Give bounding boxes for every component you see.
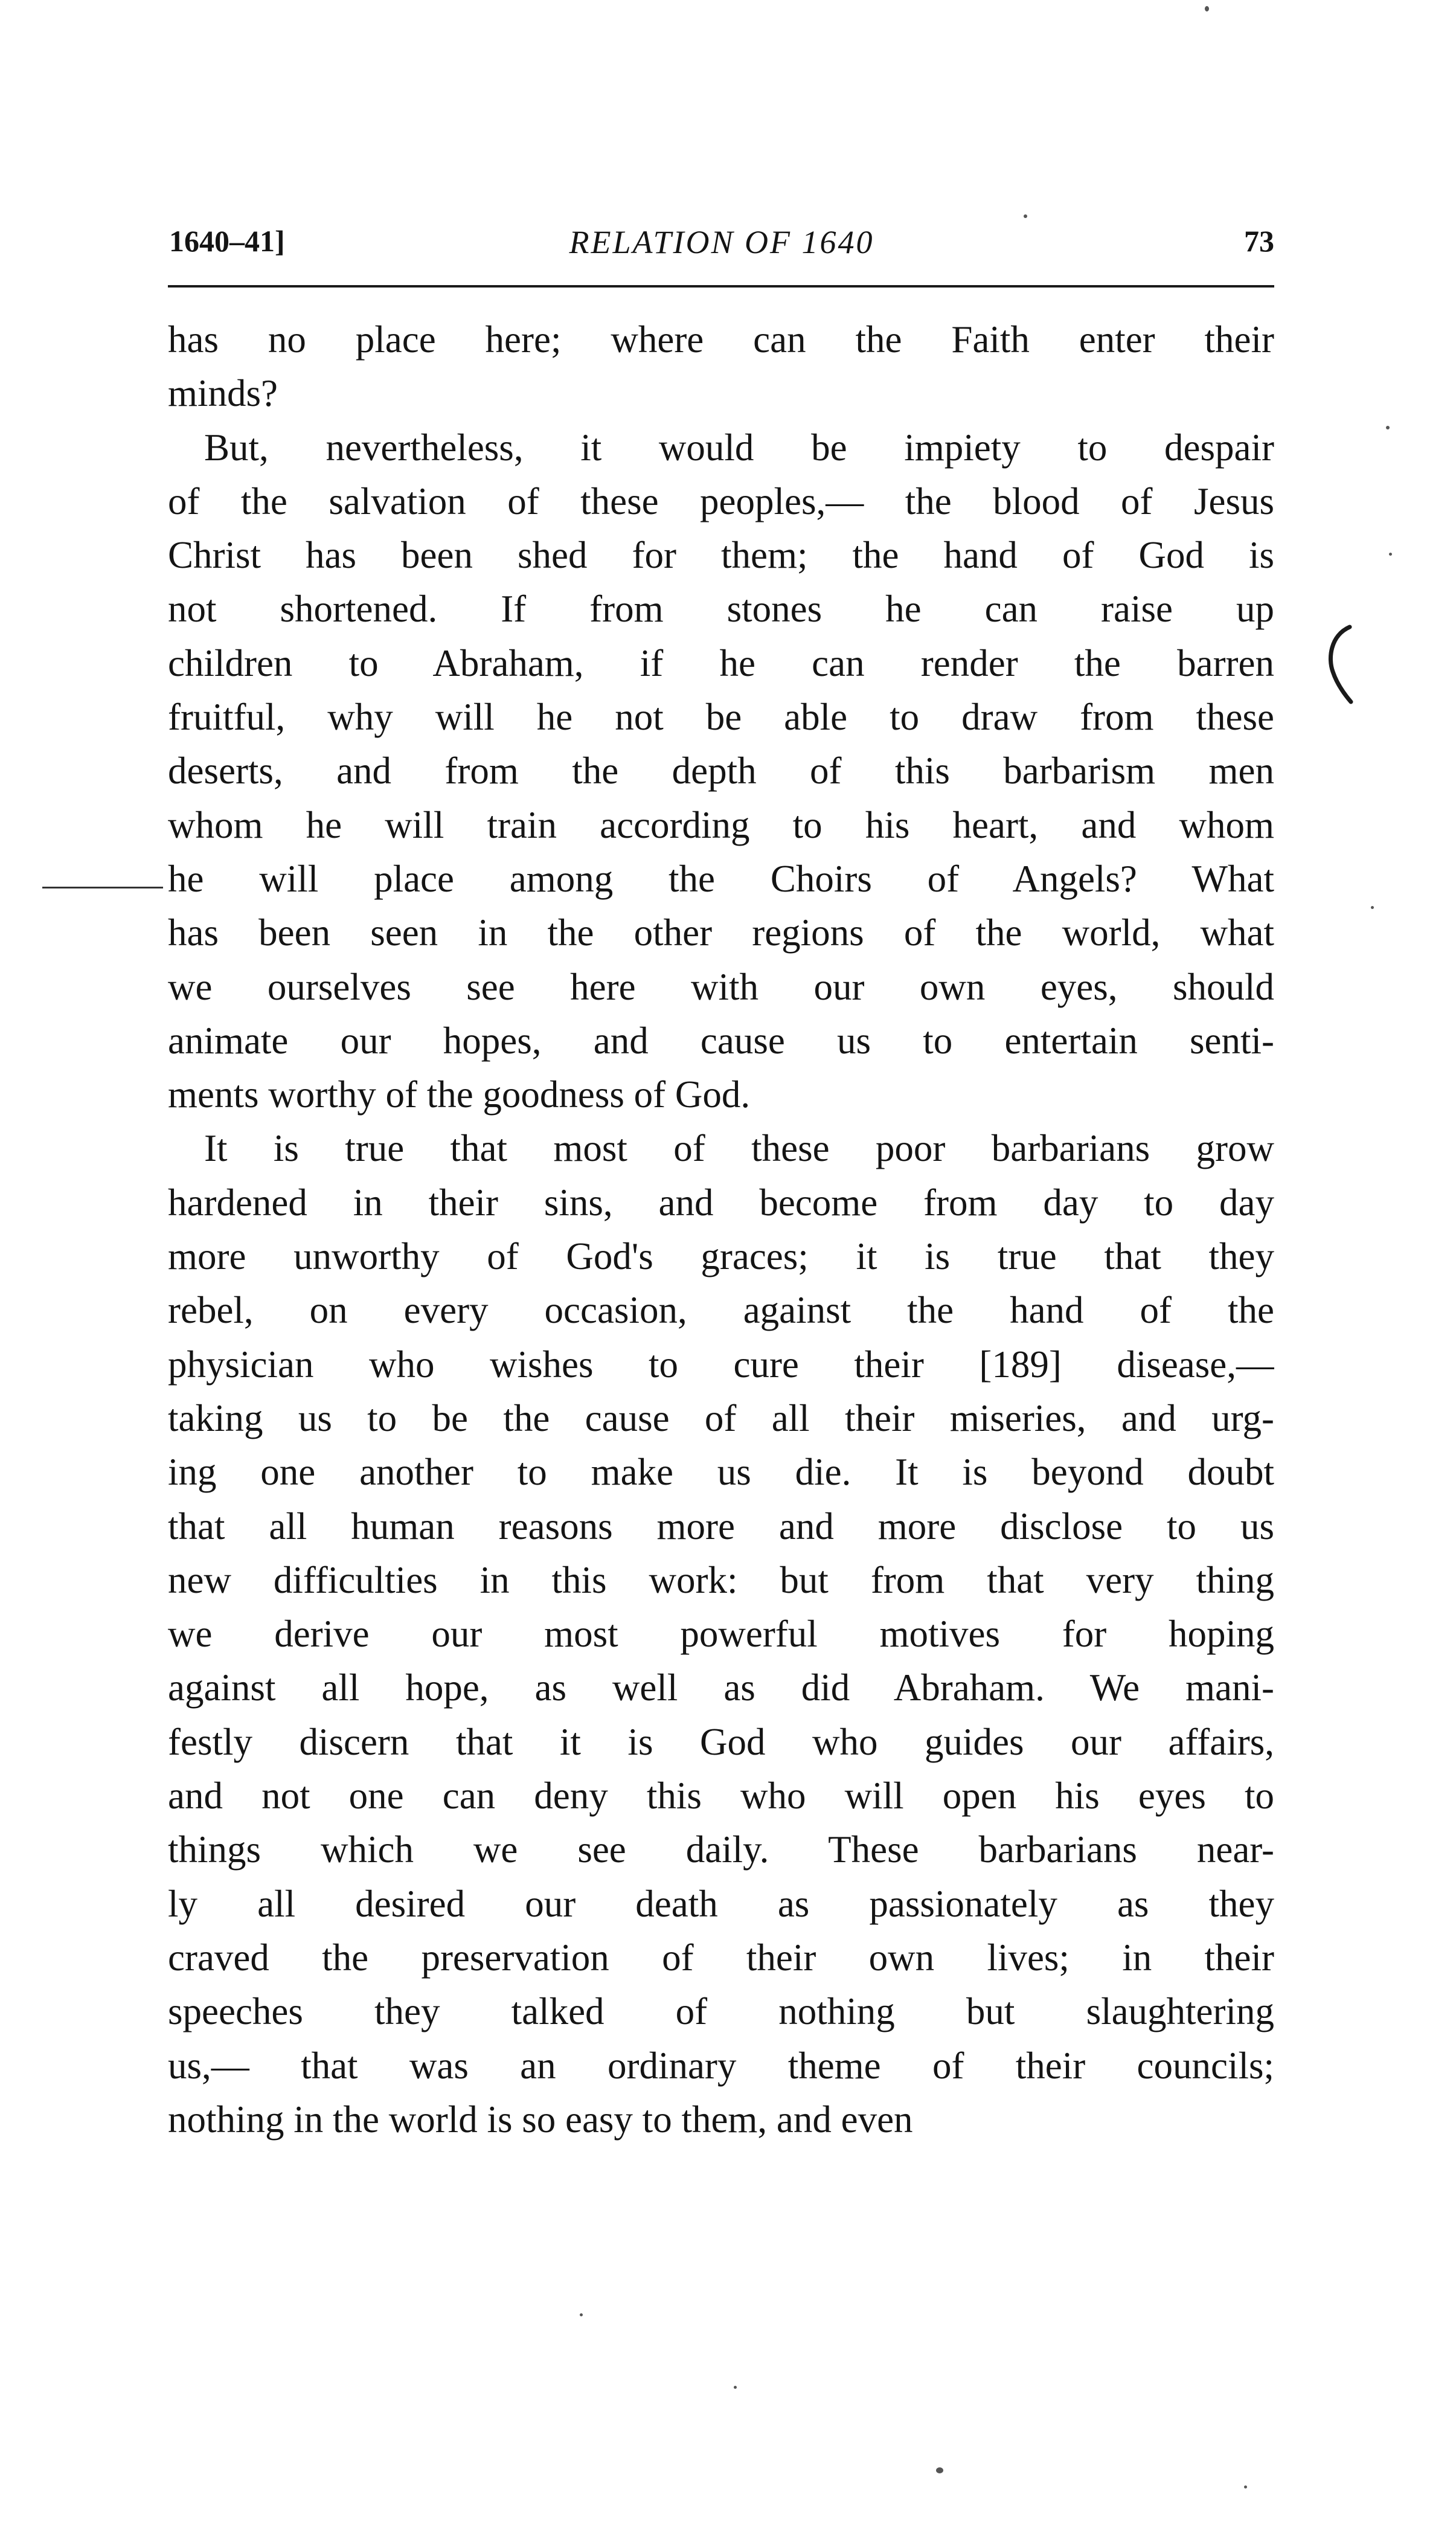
- text-line: fruitful, why will he not be able to draw from these: [168, 696, 1274, 739]
- paragraph: [168, 421, 1274, 1122]
- paper-speck: [1024, 214, 1027, 218]
- text-line: But, nevertheless, it would be impiety to despair: [204, 426, 1274, 469]
- page-body-text: [168, 313, 1274, 2147]
- paper-speck: [580, 2313, 583, 2316]
- text-line: that all human reasons more and more disclose to us: [168, 1505, 1274, 1547]
- text-line: has no place here; where can the Faith enter their: [168, 318, 1274, 361]
- text-line: ing one another to make us die. It is beyond doubt: [168, 1451, 1274, 1494]
- text-line: whom he will train according to his heart, and whom: [168, 803, 1274, 846]
- paper-speck: [1244, 2485, 1247, 2488]
- text-line: has been seen in the other regions of the world, what: [168, 911, 1274, 954]
- text-line: minds?: [168, 372, 278, 415]
- text-line: of the salvation of these peoples,— the blood of Jesus: [168, 480, 1274, 522]
- paragraph: [168, 1122, 1274, 2147]
- text-line: deserts, and from the depth of this barbarism men: [168, 750, 1274, 792]
- paper-speck: [1371, 906, 1374, 909]
- text-line: against all hope, as well as did Abraham. We mani-: [168, 1666, 1274, 1709]
- paragraph: [168, 313, 1274, 421]
- running-header: [169, 223, 1274, 266]
- text-line: festly discern that it is God who guides our affairs,: [168, 1720, 1274, 1763]
- text-line: hardened in their sins, and become from day to day: [168, 1181, 1274, 1224]
- margin-bracket-mark: [1320, 622, 1356, 707]
- text-line: taking us to be the cause of all their miseries, and urg-: [168, 1396, 1274, 1439]
- text-line: more unworthy of God's graces; it is true that they: [168, 1235, 1274, 1278]
- text-line: things which we see daily. These barbarians near-: [168, 1828, 1274, 1871]
- text-line: and not one can deny this who will open his eyes to: [168, 1775, 1274, 1817]
- paper-speck: [1205, 6, 1209, 11]
- page-number: 73: [1244, 224, 1274, 258]
- paper-speck: [1386, 426, 1390, 429]
- text-line: Christ has been shed for them; the hand of God is: [168, 534, 1274, 577]
- text-line: speeches they talked of nothing but slaughtering: [168, 1990, 1274, 2033]
- text-line: us,— that was an ordinary theme of their councils;: [168, 2044, 1274, 2087]
- header-title: RELATION OF 1640: [569, 224, 874, 260]
- text-line: rebel, on every occasion, against the hand of the: [168, 1289, 1274, 1332]
- header-year-range: 1640–41]: [169, 224, 285, 258]
- header-rule: [168, 285, 1274, 288]
- text-line: It is true that most of these poor barbarians grow: [204, 1127, 1274, 1170]
- text-line: ments worthy of the goodness of God.: [168, 1073, 751, 1116]
- text-line: craved the preservation of their own lives; in their: [168, 1936, 1274, 1979]
- paper-speck: [936, 2467, 943, 2473]
- text-line: nothing in the world is so easy to them, and even: [168, 2098, 913, 2141]
- text-line: ly all desired our death as passionately as they: [168, 1882, 1274, 1925]
- text-line: we ourselves see here with our own eyes, should: [168, 965, 1274, 1008]
- paper-speck: [1389, 553, 1392, 556]
- text-line: not shortened. If from stones he can raise up: [168, 588, 1274, 631]
- text-line: physician who wishes to cure their [189] disease,—: [168, 1343, 1274, 1386]
- text-line: we derive our most powerful motives for hoping: [168, 1613, 1274, 1656]
- margin-pencil-stroke: [42, 887, 163, 888]
- text-line: new difficulties in this work: but from that very thing: [168, 1558, 1274, 1601]
- text-line: he will place among the Choirs of Angels? What: [168, 857, 1274, 900]
- text-line: children to Abraham, if he can render the barren: [168, 641, 1274, 684]
- text-line: animate our hopes, and cause us to entertain senti-: [168, 1019, 1274, 1062]
- paper-speck: [734, 2386, 737, 2389]
